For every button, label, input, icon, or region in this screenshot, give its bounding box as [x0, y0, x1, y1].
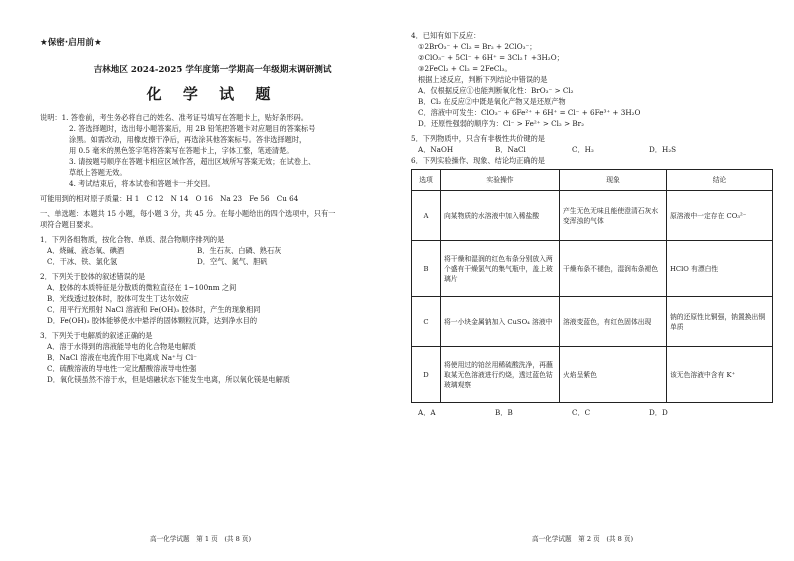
exam-page-2 — [397, 0, 794, 561]
question-4 — [411, 30, 774, 129]
table-row — [412, 297, 773, 347]
option-b: B．光线透过胶体时，胶体可发生丁达尔效应 — [47, 294, 189, 303]
confidential-mark: ★保密·启用前★ — [40, 38, 102, 48]
row-conclusion: 该无色溶液中含有 K⁺ — [667, 347, 773, 403]
instruction-line: 说明：1. 答卷前，考生务必将自己的姓名、准考证号填写在答题卡上，贴好条形码。 — [40, 113, 308, 122]
header-operation: 实验操作 — [441, 170, 560, 191]
option-a: A．烧碱、液态氧、碘酒 — [47, 246, 125, 255]
instruction-line: 4. 考试结束后，将本试卷和答题卡一并交回。 — [69, 179, 215, 188]
answer-d: D．D — [649, 408, 668, 417]
row-phenomenon: 干燥布条不褪色，湿润布条褪色 — [560, 241, 667, 297]
table-row — [412, 347, 773, 403]
question-6 — [411, 155, 774, 418]
header-conclusion: 结论 — [667, 170, 773, 191]
section-title: 一、单选题：本题共 15 小题，每小题 3 分，共 45 分。在每小题给出的四个选项中，只有一 — [40, 209, 336, 218]
row-conclusion: HClO 有漂白性 — [667, 241, 773, 297]
instruction-line: 涂黑。如需改动，用橡皮擦干净后，再选涂其他答案标号。答非选择题时， — [69, 135, 307, 144]
option-a: A．NaOH — [418, 145, 454, 154]
option-c: C．溶液中可发生：ClO₃⁻ + 6Fe²⁺ + 6H⁺ = Cl⁻ + 6Fe³⁺ + 3H₂O — [418, 108, 641, 117]
option-b: B．NaCl 溶液在电流作用下电离成 Na⁺与 Cl⁻ — [47, 353, 197, 362]
question-stem: 5．下列物质中，只含有非极性共价键的是 — [411, 134, 545, 143]
experiment-table — [411, 169, 773, 403]
question-3 — [40, 330, 385, 385]
option-d: D．Fe(OH)₃ 胶体能够使水中悬浮的固体颗粒沉降，达到净水目的 — [47, 316, 258, 325]
table-header-row — [412, 170, 773, 191]
row-conclusion: 原溶液中一定存在 CO₃²⁻ — [667, 191, 773, 241]
row-operation: 将一小块金属钠加入 CuSO₄ 溶液中 — [441, 297, 560, 347]
row-option: D — [412, 347, 441, 403]
option-d: D．H₂S — [649, 145, 677, 154]
option-c: C．干冰、铁、氯化氢 — [47, 257, 118, 266]
reaction-1: ①2BrO₃⁻ + Cl₂ = Br₂ + 2ClO₃⁻； — [418, 42, 537, 51]
option-a: A．溶于水得到的溶液能导电的化合物是电解质 — [47, 342, 196, 351]
atomic-masses: 可能用到的相对原子质量：H 1 C 12 N 14 O 16 Na 23 Fe 56 Cu 64 — [40, 194, 299, 203]
instruction-line: 用 0.5 毫米的黑色签字笔将答案写在答题卡上，字体工整，笔迹清楚。 — [69, 146, 294, 155]
header-phenomenon: 现象 — [560, 170, 667, 191]
option-a: A．胶体的本质特征是分散质的微粒直径在 1~100nm 之间 — [47, 283, 237, 292]
table-row — [412, 241, 773, 297]
question-stem: 6．下列实验操作、现象、结论均正确的是 — [411, 156, 545, 165]
reaction-3: ③2FeCl₂ + Cl₂ = 2FeCl₃。 — [418, 64, 512, 73]
table-row — [412, 191, 773, 241]
answer-a: A．A — [418, 408, 436, 417]
page-footer: 高一化学试题 第 1 页 (共 8 页) — [150, 535, 252, 543]
row-operation: 向某物质的水溶液中加入稀盐酸 — [441, 191, 560, 241]
row-operation: 将使用过的铂丝用稀硫酸洗净，再蘸取某无色溶液进行灼烧，透过蓝色钴玻璃观察 — [441, 347, 560, 403]
row-phenomenon: 产生无色无味且能使澄清石灰水变浑浊的气体 — [560, 191, 667, 241]
instructions — [40, 112, 385, 189]
question-ask: 根据上述反应，判断下列结论中错误的是 — [418, 75, 548, 84]
question-stem: 4．已知有如下反应： — [411, 31, 481, 40]
option-a: A．仅根据反应①也能判断氧化性：BrO₃⁻ > Cl₂ — [418, 86, 574, 95]
option-c: C．用平行光照射 NaCl 溶液和 Fe(OH)₃ 胶体时，产生的现象相同 — [47, 305, 261, 314]
option-b: B．Cl₂ 在反应②中既是氧化产物又是还原产物 — [418, 97, 566, 106]
exam-title: 吉林地区 2024-2025 学年度第一学期高一年级期末调研测试 — [93, 65, 332, 75]
row-phenomenon: 溶液变蓝色，有红色固体出现 — [560, 297, 667, 347]
row-phenomenon: 火焰呈紫色 — [560, 347, 667, 403]
page-footer: 高一化学试题 第 2 页 (共 8 页) — [532, 535, 634, 543]
row-conclusion: 钠的还原性比铜强，钠置换出铜单质 — [667, 297, 773, 347]
row-option: A — [412, 191, 441, 241]
option-d: D．还原性强弱的顺序为：Cl⁻ > Fe²⁺ > Cl₂ > Br₂ — [418, 119, 584, 128]
question-stem: 1．下列各组物质，按化合物、单质、混合物顺序排列的是 — [40, 235, 225, 244]
option-c: C．硫酸溶液的导电性一定比醋酸溶液导电性强 — [47, 364, 197, 373]
question-5 — [411, 133, 774, 155]
option-d: D．氧化镁虽然不溶于水，但是熔融状态下能发生电离，所以氧化镁是电解质 — [47, 375, 290, 384]
header-option: 选项 — [412, 170, 441, 191]
option-d: D．空气、氮气、胆矾 — [197, 257, 268, 266]
subject-title: 化 学 试 题 — [146, 85, 279, 103]
reaction-2: ②ClO₃⁻ + 5Cl⁻ + 6H⁺ = 3Cl₂↑ +3H₂O； — [418, 53, 564, 62]
option-b: B．NaCl — [495, 145, 526, 154]
instruction-line: 2. 答选择题时，选出每小题答案后，用 2B 铅笔把答题卡对应题目的答案标号 — [69, 124, 316, 133]
answer-c: C．C — [572, 408, 591, 417]
instruction-line: 草纸上答题无效。 — [69, 168, 127, 177]
section-title-cont: 项符合题目要求。 — [40, 220, 98, 229]
instruction-line: 3. 请按题号顺序在答题卡相应区域作答，超出区域所写答案无效；在试卷上、 — [69, 157, 316, 166]
row-option: C — [412, 297, 441, 347]
row-operation: 将干燥和湿润的红色布条分别放入两个盛有干燥氯气的集气瓶中，盖上玻璃片 — [441, 241, 560, 297]
option-c: C．H₂ — [572, 145, 594, 154]
row-option: B — [412, 241, 441, 297]
question-stem: 3．下列关于电解质的叙述正确的是 — [40, 331, 153, 340]
answer-b: B．B — [495, 408, 513, 417]
option-b: B．生石灰、白磷、熟石灰 — [197, 246, 282, 255]
question-1 — [40, 234, 385, 267]
question-2 — [40, 271, 385, 326]
question-stem: 2．下列关于胶体的叙述错误的是 — [40, 272, 146, 281]
